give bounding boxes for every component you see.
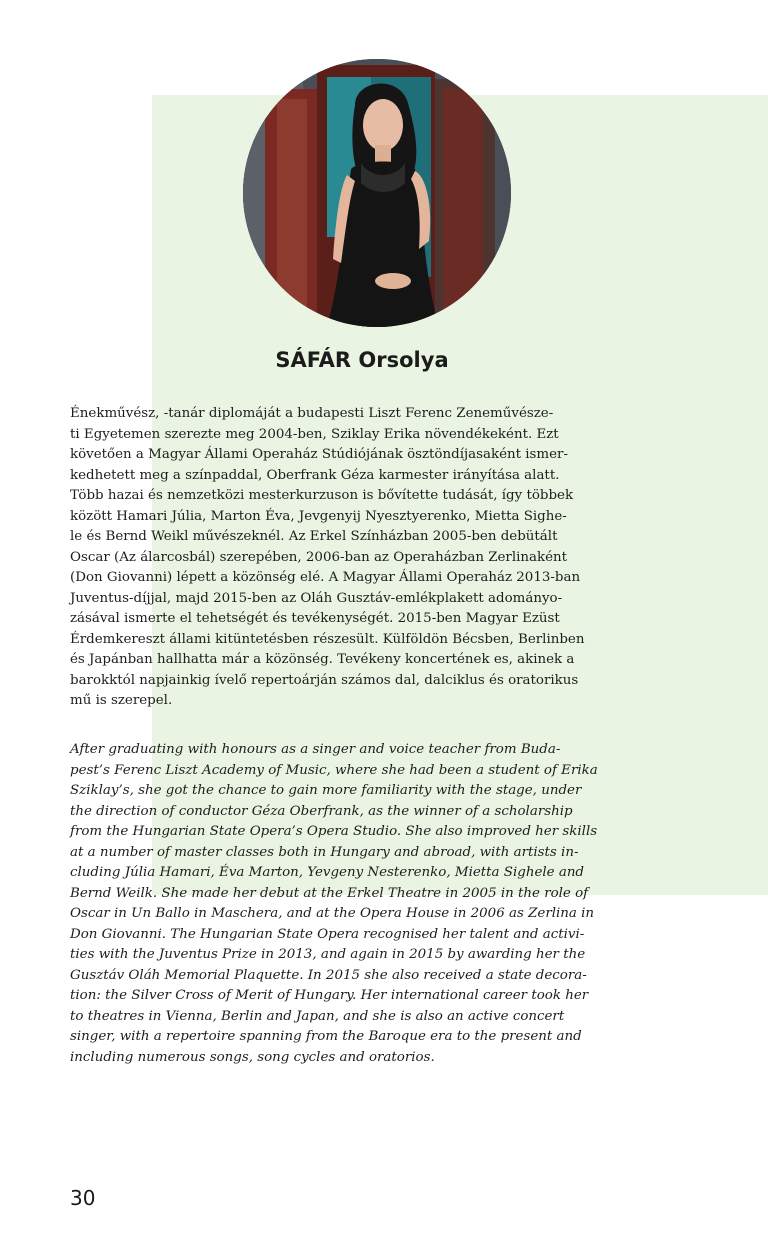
bio-hu-line: kedhetett meg a színpaddal, Oberfrank Géza karmester irányítása alatt. xyxy=(70,467,560,483)
bio-hu-line: Juventus-díjjal, majd 2015-ben az Oláh Gusztáv-emlékplakett adományo- xyxy=(70,590,563,606)
bio-hu-line: Oscar (Az álarcosbál) szerepében, 2006-ban az Operaházban Zerlinaként xyxy=(70,549,568,565)
bio-english xyxy=(70,740,680,1068)
bio-hu-line: követően a Magyar Állami Operaház Stúdiójának ösztöndíjasaként ismer- xyxy=(70,447,568,462)
bio-en-line: from the Hungarian State Opera’s Opera Studio. She also improved her skills xyxy=(70,824,598,839)
bio-en-line: singer, with a repertoire spanning from the Baroque era to the present and xyxy=(70,1029,582,1044)
bio-hu-line: (Don Giovanni) lépett a közönség elé. A Magyar Állami Operaház 2013-ban xyxy=(70,570,581,585)
bio-hu-line: mű is szerepel. xyxy=(70,693,173,708)
bio-hu-line: barokktól napjainkig ívelő repertoárján számos dal, dalciklus és oratorikus xyxy=(70,672,579,688)
bio-hu-line: Érdemkereszt állami kitüntetésben részesült. Külföldön Bécsben, Berlinben xyxy=(70,631,585,647)
page-number: 30 xyxy=(70,1186,96,1210)
profile-surname: SÁFÁR xyxy=(275,348,352,372)
bio-hu-line: között Hamari Júlia, Marton Éva, Jevgenyij Nyesztyerenko, Mietta Sighe- xyxy=(70,508,567,524)
bio-en-line: tion: the Silver Cross of Merit of Hungary. Her international career took her xyxy=(70,988,589,1003)
bio-en-line: the direction of conductor Géza Oberfrank, as the winner of a scholarship xyxy=(70,803,573,819)
bio-hu-line: zásával ismerte el tehetségét és tevékenységét. 2015-ben Magyar Ezüst xyxy=(70,611,560,626)
bio-hungarian xyxy=(70,404,680,712)
bio-hu-line: ti Egyetemen szerezte meg 2004-ben, Sziklay Erika növendékeként. Ezt xyxy=(70,426,559,442)
bio-hu-line: le és Bernd Weikl művészeknél. Az Erkel Színházban 2005-ben debütált xyxy=(70,529,558,544)
portrait-photo-icon xyxy=(243,59,511,327)
bio-hu-line: Több hazai és nemzetközi mesterkurzuson is bővítette tudását, így többek xyxy=(70,488,574,503)
bio-en-line: pest’s Ferenc Liszt Academy of Music, where she had been a student of Erika xyxy=(70,762,598,778)
bio-en-line: at a number of master classes both in Hungary and abroad, with artists in- xyxy=(70,844,579,860)
bio-en-line: Bernd Weilk. She made her debut at the Erkel Theatre in 2005 in the role of xyxy=(70,885,589,901)
profile-name xyxy=(0,348,768,372)
bio-en-line: cluding Júlia Hamari, Éva Marton, Yevgeny Nesterenko, Mietta Sighele and xyxy=(70,865,585,880)
bio-hu-line: és Japánban hallhatta már a közönség. Tevékeny koncertének es, akinek a xyxy=(70,652,575,667)
bio-en-line: to theatres in Vienna, Berlin and Japan, and she is also an active concert xyxy=(70,1008,565,1024)
bio-en-line: Don Giovanni. The Hungarian State Opera recognised her talent and activi- xyxy=(70,926,585,942)
profile-given-name: Orsolya xyxy=(358,348,449,372)
bio-en-line: including numerous songs, song cycles and oratorios. xyxy=(70,1049,435,1065)
bio-en-line: Oscar in Un Ballo in Maschera, and at the Opera House in 2006 as Zerlina in xyxy=(70,906,595,921)
bio-en-line: After graduating with honours as a singer and voice teacher from Buda- xyxy=(70,742,561,757)
bio-hu-line: Énekművész, -tanár diplomáját a budapesti Liszt Ferenc Zeneművésze- xyxy=(70,406,554,421)
bio-en-line: Sziklay’s, she got the chance to gain more familiarity with the stage, under xyxy=(70,783,582,798)
bio-en-line: Gusztáv Oláh Memorial Plaquette. In 2015 she also received a state decora- xyxy=(70,967,587,983)
bio-en-line: ties with the Juventus Prize in 2013, and again in 2015 by awarding her the xyxy=(70,947,586,962)
